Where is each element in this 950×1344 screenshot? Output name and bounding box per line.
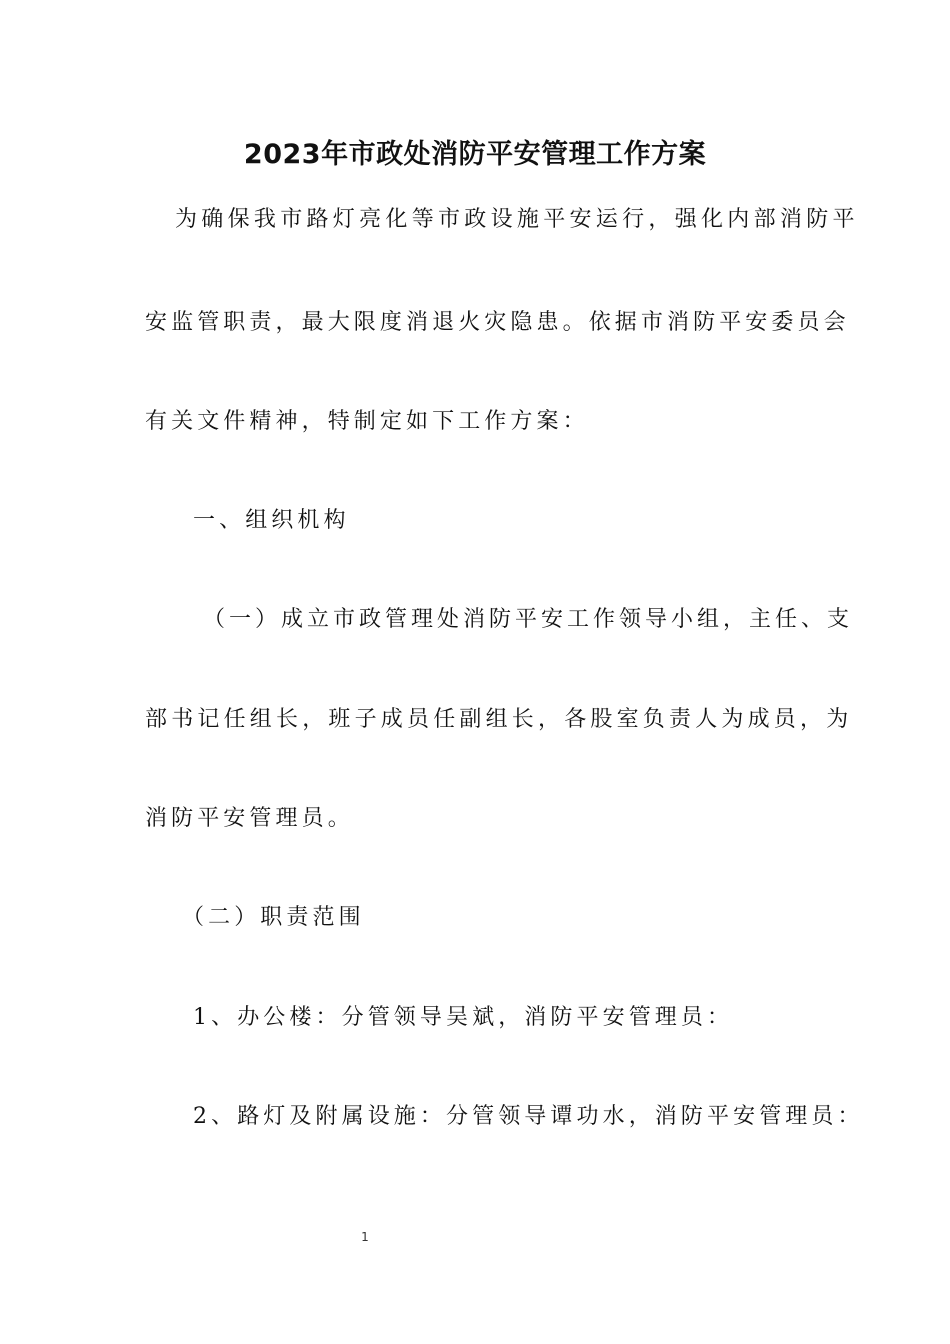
section-heading-organization: 一、组织机构 xyxy=(193,508,350,533)
list-item-office-building: 1、办公楼：分管领导吴斌，消防平安管理员： xyxy=(193,1005,734,1030)
document-title: 2023年市政处消防平安管理工作方案 xyxy=(243,139,707,170)
paragraph-leadership-line-2: 部书记任组长，班子成员任副组长，各股室负责人为成员，为 xyxy=(145,707,853,732)
subsection-heading-responsibilities: （二）职责范围 xyxy=(182,905,365,930)
paragraph-leadership-line-3: 消防平安管理员。 xyxy=(145,806,354,831)
paragraph-intro-line-3: 有关文件精神，特制定如下工作方案： xyxy=(145,409,589,434)
list-item-street-lights: 2、路灯及附属设施：分管领导谭功水，消防平安管理员： xyxy=(193,1104,864,1129)
paragraph-intro-line-2: 安监管职责，最大限度消退火灾隐患。依据市消防平安委员会 xyxy=(145,310,850,335)
paragraph-intro-line-1: 为确保我市路灯亮化等市政设施平安运行，强化内部消防平 xyxy=(175,207,859,232)
page-number: 1 xyxy=(361,1230,369,1244)
paragraph-leadership-line-1: （一）成立市政管理处消防平安工作领导小组，主任、支 xyxy=(203,607,854,632)
